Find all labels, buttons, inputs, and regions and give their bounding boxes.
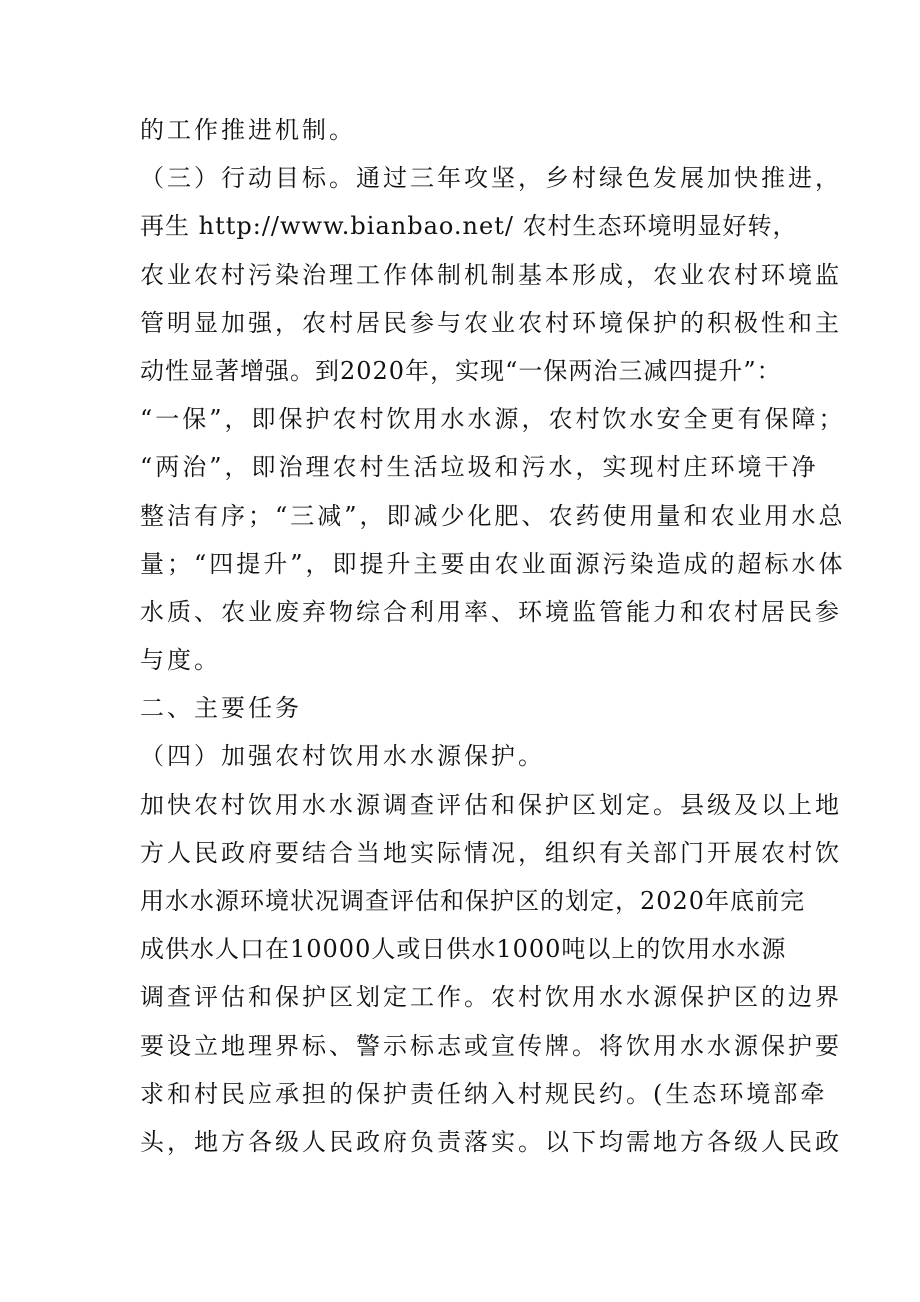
text-line: 加快农村饮用水水源调查评估和保护区划定。县级及以上地 (140, 790, 842, 819)
text-line: 头，地方各级人民政府负责落实。以下均需地方各级人民政 (140, 1127, 842, 1156)
text-line: “两治”，即治理农村生活垃圾和污水，实现村庄环境干净 (140, 453, 819, 482)
text-line: 与度。 (140, 646, 221, 675)
text-line: 要设立地理界标、警示标志或宣传牌。将饮用水水源保护要 (140, 1031, 842, 1060)
text-line: 水质、农业废弃物综合利用率、环境监管能力和农村居民参 (140, 597, 842, 626)
text-line: 求和村民应承担的保护责任纳入村规民约。(生态环境部牵 (140, 1079, 828, 1108)
text-line: 方人民政府要结合当地实际情况，组织有关部门开展农村饮 (140, 838, 842, 867)
text-line: “一保”，即保护农村饮用水水源，农村饮水安全更有保障； (140, 405, 846, 434)
text-line: 农业农村污染治理工作体制机制基本形成，农业农村环境监 (140, 260, 842, 289)
text-line: 成供水人口在10000人或日供水1000吨以上的饮用水水源 (140, 935, 787, 964)
section-heading: 二、主要任务 (140, 694, 302, 723)
text-line: 管明显加强，农村居民参与农业农村环境保护的积极性和主 (140, 308, 842, 337)
subsection-heading: （四）加强农村饮用水水源保护。 (140, 742, 545, 771)
text-line: 动性显著增强。到2020年，实现“一保两治三减四提升”： (140, 356, 782, 385)
text-line: 量；“四提升”，即提升主要由农业面源污染造成的超标水体 (140, 549, 846, 578)
text-line: 调查评估和保护区划定工作。农村饮用水水源保护区的边界 (140, 983, 842, 1012)
document-body (140, 106, 846, 1166)
text-line: 再生 http://www.bianbao.net/ 农村生态环境明显好转， (140, 212, 798, 241)
text-line: 的工作推进机制。 (140, 116, 356, 144)
text-line: 用水水源环境状况调查评估和保护区的划定，2020年底前完 (140, 887, 806, 915)
text-line: 整洁有序；“三减”，即减少化肥、农药使用量和农业用水总 (140, 501, 846, 530)
text-line: （三）行动目标。通过三年攻坚，乡村绿色发展加快推进， (140, 164, 842, 193)
